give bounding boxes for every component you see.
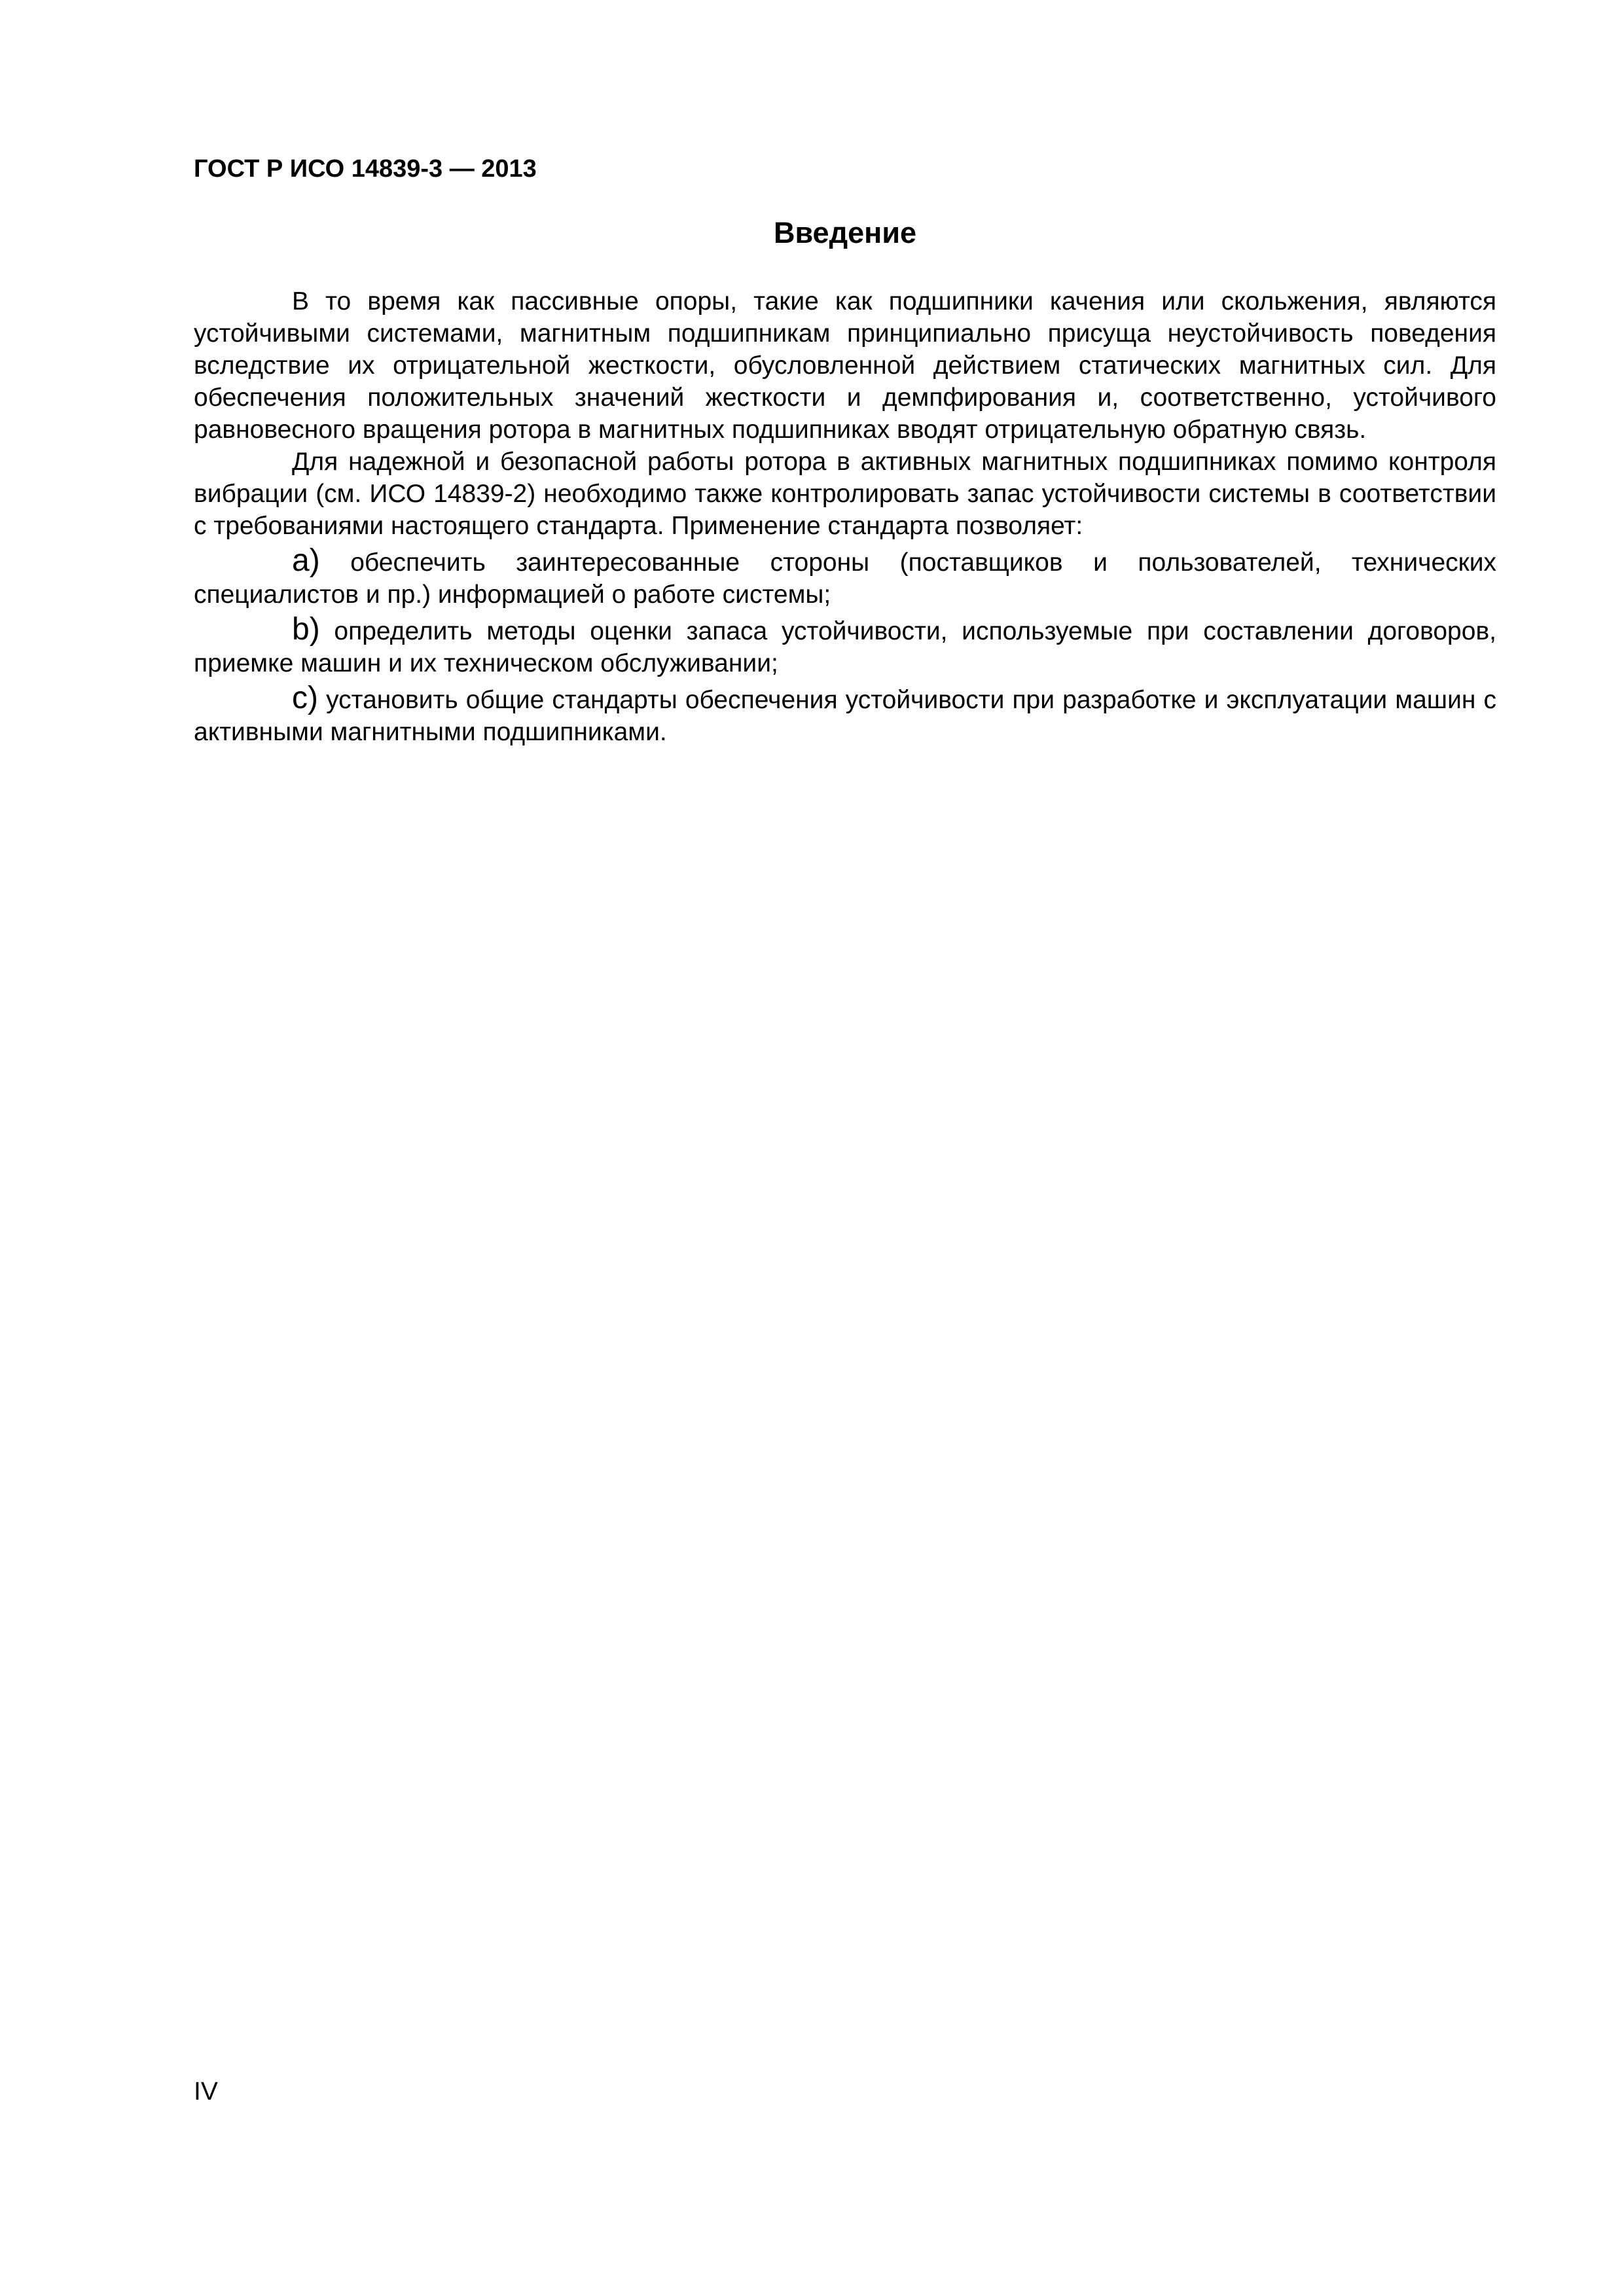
list-item [194,545,1496,611]
list-marker: a) [292,543,320,578]
list-marker: c) [292,681,318,715]
list-item [194,613,1496,679]
list-item-text: определить методы оценки запаса устойчивости, используемые при составлении договоров, приемке машин и их техническом обслуживании; [194,617,1496,677]
paragraph: В то время как пассивные опоры, такие как подшипники качения или скольжения, являются устойчивыми системами, магнитным подшипникам принципиально присуща неустойчивость поведения вследствие их отрицательной жесткости, обусловленной действием статических магнитных сил. Для обеспечения положительных значений жесткости и демпфирования и, соответственно, устойчивого равновесного вращения ротора в магнитных подшипниках вводят отрицательную обратную связь. [194,287,1496,444]
document-body [194,285,1496,748]
standard-code-header: ГОСТ Р ИСО 14839-3 — 2013 [194,155,537,183]
list-item-text: обеспечить заинтересованные стороны (поставщиков и пользователей, технических специалистов и пр.) информацией о работе системы; [194,548,1496,609]
list-item-text: установить общие стандарты обеспечения устойчивости при разработке и эксплуатации машин с активными магнитными подшипниками. [194,686,1496,746]
section-title: Введение [773,216,917,249]
list-marker: b) [292,612,320,647]
paragraph: Для надежной и безопасной работы ротора в активных магнитных подшипниках помимо контроля вибрации (см. ИСО 14839-2) необходимо также контролировать запас устойчивости системы в соответствии с требованиями настоящего стандарта. Применение стандарта позволяет: [194,448,1496,540]
page-number: IV [194,2077,218,2106]
list-item [194,682,1496,748]
